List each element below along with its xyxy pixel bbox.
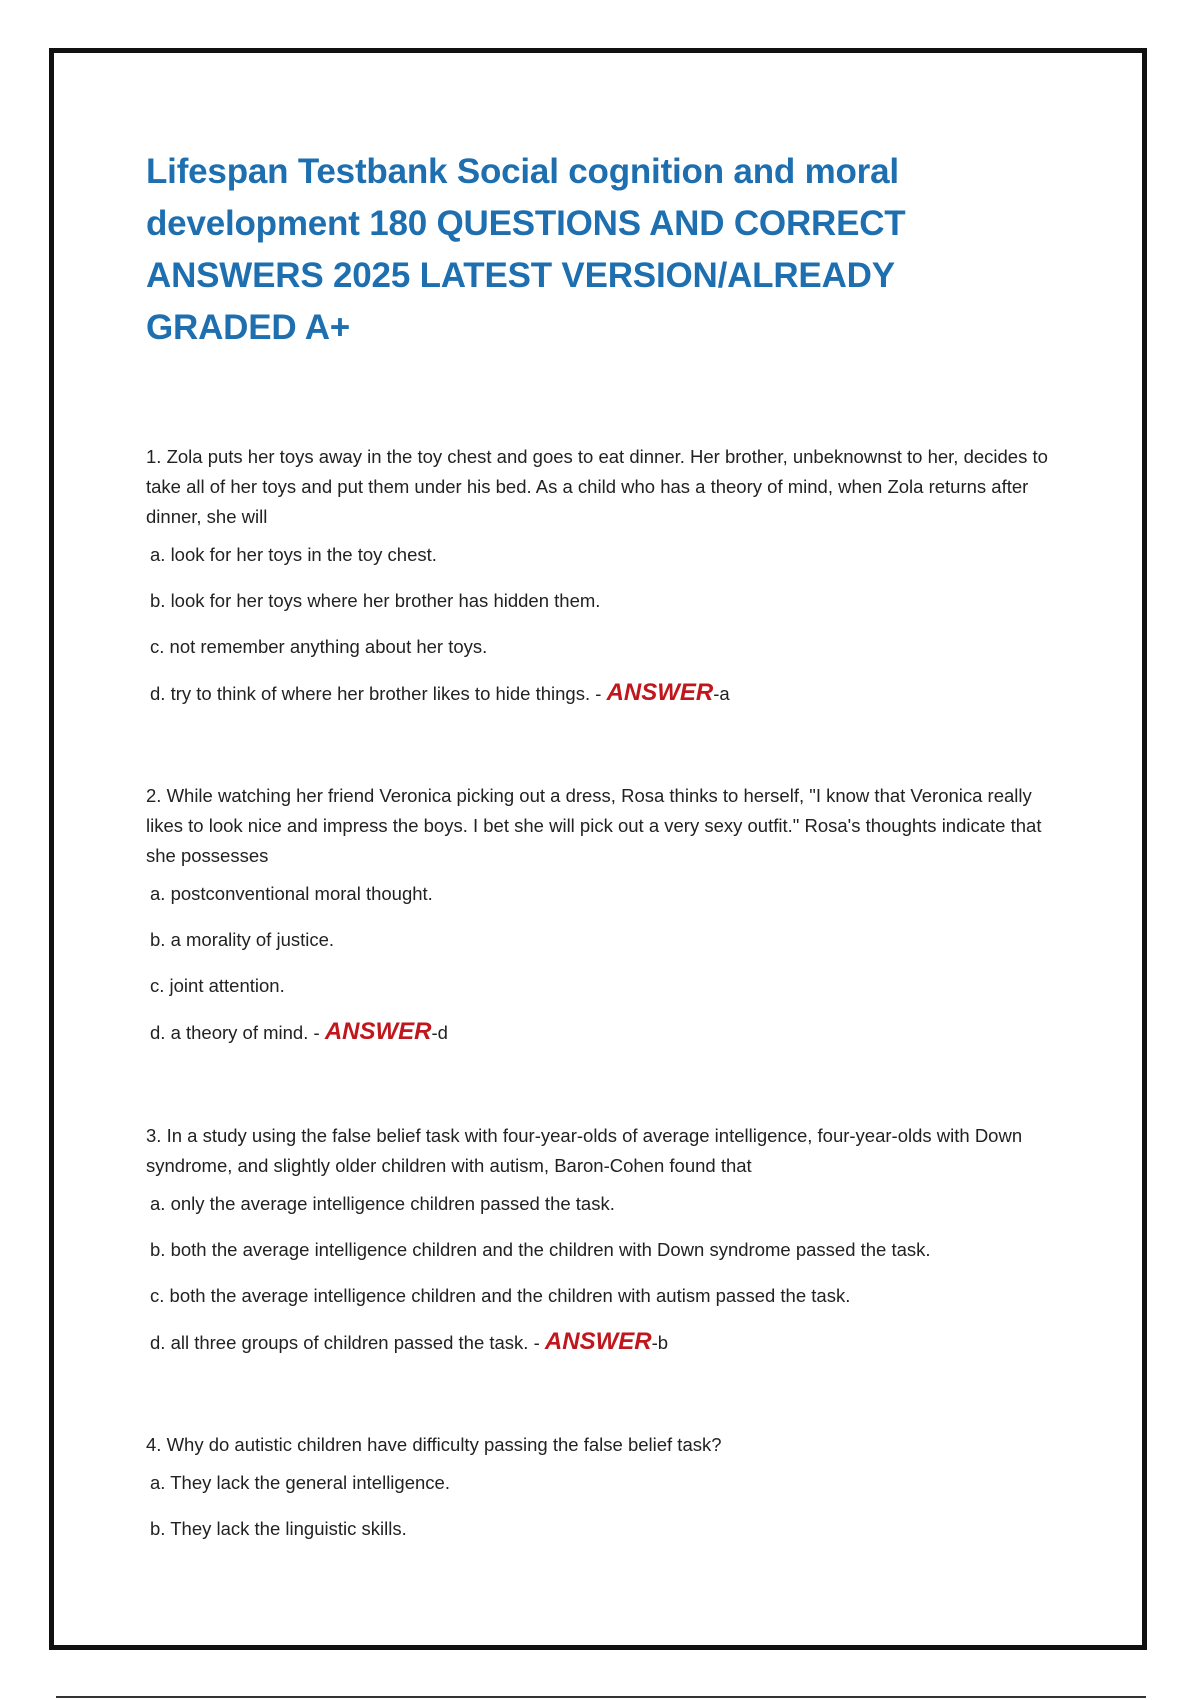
answer-key: -d bbox=[431, 1022, 448, 1043]
answer-label: ANSWER bbox=[606, 679, 714, 706]
answer-option-b: b. look for her toys where her brother has hidden them. bbox=[150, 590, 601, 611]
answer-option-c: c. both the average intelligence children and the children with autism passed the task. bbox=[150, 1285, 851, 1306]
answer-option-b: b. a morality of justice. bbox=[150, 929, 335, 950]
answer-separator: - bbox=[590, 683, 607, 704]
question-4 bbox=[146, 1430, 1066, 1542]
question-1 bbox=[146, 442, 1066, 707]
question-stem: 1. Zola puts her toys away in the toy chest and goes to eat dinner. Her brother, unbeknownst to her, decides to take all of her toys and put them under his bed. As a child who has a theory of mind, when Zola returns after dinner, she will bbox=[146, 446, 1048, 527]
bottom-rule bbox=[56, 1696, 1146, 1698]
question-3 bbox=[146, 1121, 1066, 1356]
answer-option-b: b. both the average intelligence children and the children with Down syndrome passed the task. bbox=[150, 1239, 931, 1260]
answer-option-a: a. postconventional moral thought. bbox=[150, 883, 433, 904]
answer-option-d: d. try to think of where her brother likes to hide things. bbox=[150, 683, 591, 704]
answer-option-d-row bbox=[150, 1019, 1066, 1046]
answer-option-d-row bbox=[150, 1329, 1066, 1356]
answer-separator: - bbox=[528, 1332, 545, 1353]
answer-key: -b bbox=[651, 1332, 669, 1353]
question-2 bbox=[146, 781, 1066, 1046]
question-stem: 4. Why do autistic children have difficulty passing the false belief task? bbox=[146, 1434, 722, 1455]
answer-option-d-row bbox=[150, 680, 1066, 707]
answer-option-c: c. not remember anything about her toys. bbox=[150, 636, 488, 657]
answer-option-d: d. a theory of mind. bbox=[150, 1022, 309, 1043]
answer-option-a: a. look for her toys in the toy chest. bbox=[150, 544, 437, 565]
document-title: Lifespan Testbank Social cognition and moral development 180 QUESTIONS AND CORRECT ANSWERS 2025 LATEST VERSION/ALREADY GRADED A+ bbox=[146, 152, 906, 347]
answer-option-c: c. joint attention. bbox=[150, 975, 285, 996]
answer-option-d: d. all three groups of children passed the task. bbox=[150, 1332, 529, 1353]
answer-option-a: a. only the average intelligence children passed the task. bbox=[150, 1193, 615, 1214]
question-stem: 2. While watching her friend Veronica picking out a dress, Rosa thinks to herself, "I know that Veronica really likes to look nice and impress the boys. I bet she will pick out a very sexy outfit." Rosa's thoughts indicate that she possesses bbox=[146, 785, 1042, 866]
answer-option-b: b. They lack the linguistic skills. bbox=[150, 1518, 407, 1539]
answer-key: -a bbox=[713, 683, 730, 704]
answer-label: ANSWER bbox=[544, 1328, 652, 1355]
answer-option-a: a. They lack the general intelligence. bbox=[150, 1472, 450, 1493]
answer-label: ANSWER bbox=[324, 1018, 432, 1045]
answer-separator: - bbox=[308, 1022, 325, 1043]
question-stem: 3. In a study using the false belief task with four-year-olds of average intelligence, four-year-olds with Down syndrome, and slightly older children with autism, Baron-Cohen found that bbox=[146, 1125, 1023, 1176]
